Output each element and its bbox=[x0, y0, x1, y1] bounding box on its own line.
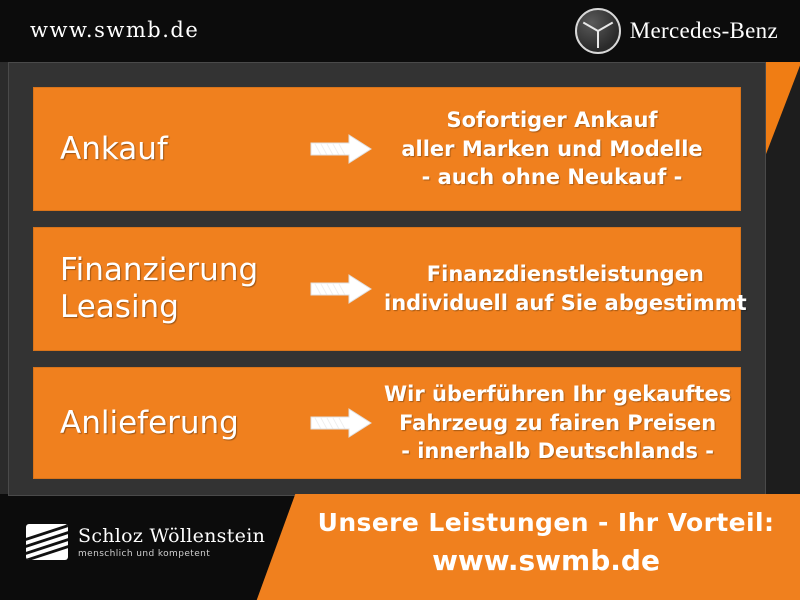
top-bar bbox=[0, 0, 800, 62]
footer-claim bbox=[300, 508, 792, 577]
dealer-tagline: menschlich und kompetent bbox=[78, 549, 211, 559]
service-title-line1: Finanzierung bbox=[60, 252, 259, 289]
service-line: Wir überführen Ihr gekauftes bbox=[384, 381, 732, 406]
service-line: Fahrzeug zu fairen Preisen bbox=[399, 410, 717, 435]
claim-line1: Unsere Leistungen - Ihr Vorteil: bbox=[317, 508, 775, 537]
mercedes-benz-logo bbox=[575, 8, 778, 54]
service-description bbox=[384, 380, 751, 467]
website-url: www.swmb.de bbox=[30, 18, 200, 42]
service-line: individuell auf Sie abgestimmt bbox=[384, 291, 747, 315]
services-panel bbox=[8, 62, 766, 496]
dealer-name: Schloz Wöllenstein bbox=[78, 525, 266, 547]
brand-name: Mercedes-Benz bbox=[629, 18, 778, 43]
service-row-finanzierung bbox=[33, 227, 747, 351]
service-title-line2: Leasing bbox=[60, 289, 179, 325]
mercedes-star-icon bbox=[575, 8, 621, 54]
service-description bbox=[384, 260, 767, 318]
arrow-right-icon bbox=[298, 406, 384, 440]
service-title bbox=[34, 252, 298, 325]
service-title: Ankauf bbox=[60, 130, 168, 167]
arrow-right-icon bbox=[298, 132, 384, 166]
service-line: - auch ohne Neukauf - bbox=[421, 165, 683, 190]
claim-line2: www.swmb.de bbox=[432, 544, 660, 577]
service-line: Finanzdienstleistungen bbox=[426, 262, 704, 287]
service-row-anlieferung bbox=[33, 367, 741, 479]
service-title: Anlieferung bbox=[60, 404, 239, 441]
arrow-right-icon bbox=[298, 272, 384, 306]
dealer-text bbox=[78, 525, 265, 559]
dealer-logo-icon bbox=[26, 524, 68, 560]
service-line: - innerhalb Deutschlands - bbox=[401, 439, 715, 464]
dealer-logo bbox=[26, 524, 265, 560]
service-line: aller Marken und Modelle bbox=[401, 136, 703, 161]
service-row-ankauf bbox=[33, 87, 741, 211]
service-description bbox=[384, 106, 740, 193]
service-line: Sofortiger Ankauf bbox=[446, 107, 658, 132]
